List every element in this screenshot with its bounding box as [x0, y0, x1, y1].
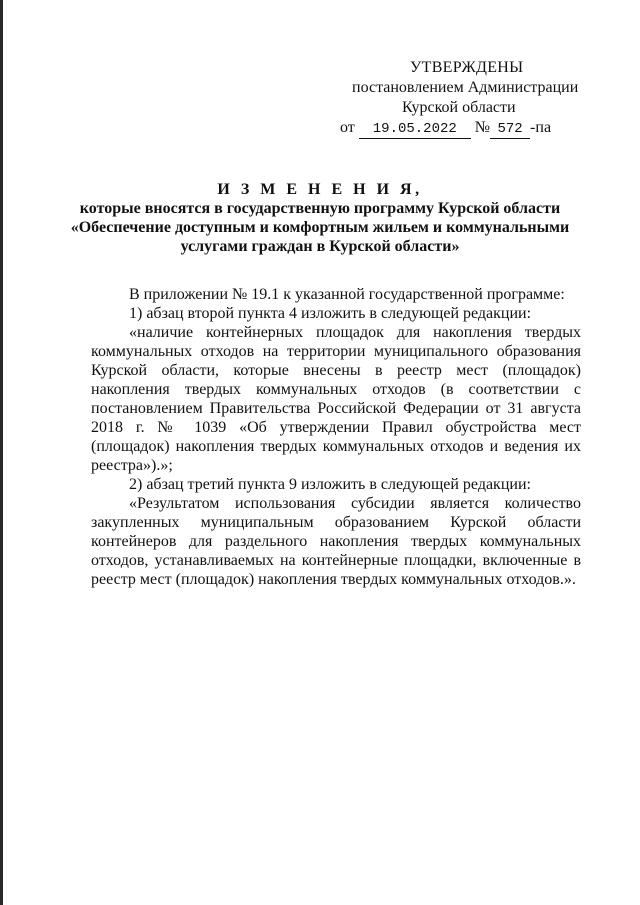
document-heading — [60, 180, 580, 256]
approval-date-number-line — [340, 118, 551, 139]
approval-issuer: постановлением Администрации — [352, 79, 579, 96]
heading-line-2: «Обеспечение доступным и комфортным жильем и коммунальными — [70, 219, 570, 236]
body-item-1: 1) абзац второй пункта 4 изложить в следующей редакции: — [129, 305, 532, 322]
approval-number: 572 — [490, 121, 530, 139]
body-intro: В приложении № 19.1 к указанной государственной программе: — [129, 286, 565, 303]
number-suffix: -па — [530, 119, 552, 136]
body-quote-1: «наличие контейнерных площадок для накопления твердых коммунальных отходов на территории муниципального образования Курской области, которые внесены в реестр мест (площадок) накопления твердых коммунальных отходов (в соответствии с постановлением Правительства Российской Федерации от 31 августа 2018 г. № 1039 «Об утверждении Правил обустройства мест (площадок) накопления твердых коммунальных отходов и ведения их реестра»).»; — [91, 324, 581, 474]
heading-line-1: которые вносятся в государственную программу Курской области — [79, 200, 561, 217]
approval-region: Курской области — [402, 99, 516, 116]
scan-edge — [0, 0, 3, 905]
body-quote-2: «Результатом использования субсидии является количество закупленных муниципальным образованием Курской области контейнеров для раздельного накопления твердых коммунальных отходов, устанавливаемых на контейнерные площадки, включенные в реестр мест (площадок) накопления твердых коммунальных отходов.». — [91, 495, 581, 588]
heading-title: И З М Е Н Е Н И Я, — [217, 181, 423, 198]
approval-title: УТВЕРЖДЕНЫ — [410, 59, 524, 76]
document-body — [91, 285, 581, 589]
heading-line-3: услугами граждан в Курской области» — [180, 238, 460, 255]
from-label: от — [340, 119, 355, 136]
approval-date: 19.05.2022 — [359, 121, 471, 139]
body-item-2: 2) абзац третий пункта 9 изложить в следующей редакции: — [129, 476, 531, 493]
number-label: № — [474, 119, 491, 136]
